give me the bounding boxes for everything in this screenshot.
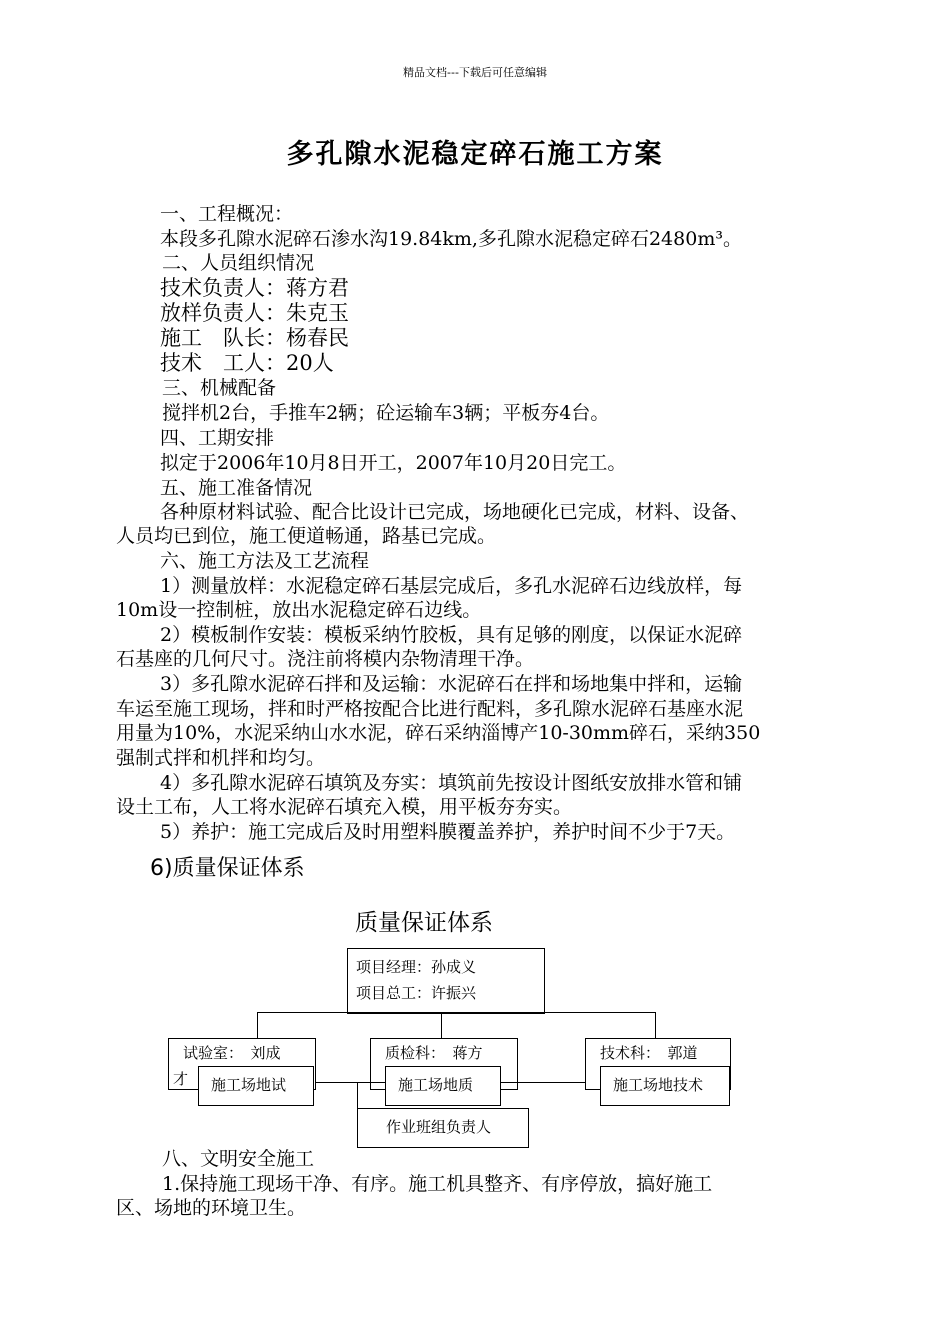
section-heading: 二、人员组织情况 [162, 252, 315, 274]
team-leader-label: 作业班组负责人 [386, 1118, 492, 1136]
connector-line [257, 1012, 258, 1038]
body-line: 人员均已到位，施工便道畅通，路基已完成。 [116, 525, 497, 547]
body-line: 区、场地的环境卫生。 [116, 1197, 307, 1219]
body-line: 用量为10%，水泥采纳山水水泥，碎石采纳淄博产10-30mm碎石，采纳350 [116, 722, 761, 744]
section-heading: 三、机械配备 [162, 377, 277, 399]
manager-label: 项目经理：孙成义 [356, 958, 477, 976]
lab-dept-label-overflow: 才 [173, 1070, 189, 1088]
team-leader-box [357, 1108, 529, 1148]
section-heading: 六、施工方法及工艺流程 [160, 550, 370, 572]
body-line: 搅拌机2台，手推车2辆；砼运输车3辆；平板夯4台。 [162, 402, 610, 424]
body-line: 拟定于2006年10月8日开工，2007年10月20日完工。 [160, 452, 627, 474]
body-line: 车运至施工现场，拌和时严格按配合比进行配料，多孔隙水泥碎石基座水泥 [116, 698, 744, 720]
body-line: 4）多孔隙水泥碎石填筑及夯实：填筑前先按设计图纸安放排水管和铺 [160, 772, 743, 794]
body-line: 施工 队长：杨春民 [160, 326, 349, 350]
body-line: 各种原材料试验、配合比设计已完成，场地硬化已完成，材料、设备、 [160, 501, 750, 523]
subsection-heading: 6)质量保证体系 [150, 856, 305, 881]
tech-dept-label: 技术科： 郭道 [600, 1044, 698, 1062]
body-line: 技术负责人：蒋方君 [160, 276, 349, 300]
body-line: 1.保持施工现场干净、有序。施工机具整齐、有序停放，搞好施工 [162, 1173, 713, 1195]
body-line: 1）测量放样：水泥稳定碎石基层完成后，多孔水泥碎石边线放样，每 [160, 575, 743, 597]
quality-dept-label: 质检科： 蒋方 [385, 1044, 483, 1062]
page-header: 精品文档---下载后可任意编辑 [403, 66, 547, 79]
connector-line [441, 1012, 442, 1038]
lab-dept-label: 试验室： 刘成 [183, 1044, 281, 1062]
site-lab-box [198, 1066, 314, 1106]
site-lab-label: 施工场地试 [211, 1076, 287, 1094]
body-line: 3）多孔隙水泥碎石拌和及运输：水泥碎石在拌和场地集中拌和，运输 [160, 673, 743, 695]
body-line: 10m设一控制桩，放出水泥稳定碎石边线。 [116, 599, 482, 621]
chief-engineer-label: 项目总工：许振兴 [356, 984, 477, 1002]
body-line: 强制式拌和机拌和均匀。 [116, 747, 326, 769]
body-line: 石基座的几何尺寸。浇注前将模内杂物清理干净。 [116, 648, 535, 670]
connector-line [257, 1012, 655, 1013]
connector-line [655, 1012, 656, 1038]
site-quality-box [385, 1066, 501, 1106]
body-line: 本段多孔隙水泥碎石渗水沟19.84km,多孔隙水泥稳定碎石2480m³。 [160, 228, 742, 250]
project-manager-box [347, 948, 545, 1014]
section-heading: 八、文明安全施工 [162, 1148, 315, 1170]
site-tech-box [600, 1066, 730, 1106]
site-quality-label: 施工场地质 [398, 1076, 474, 1094]
section-heading: 四、工期安排 [160, 427, 275, 449]
site-tech-label: 施工场地技术 [613, 1076, 704, 1094]
body-line: 5）养护：施工完成后及时用塑料膜覆盖养护，养护时间不少于7天。 [160, 821, 736, 843]
body-line: 设土工布，人工将水泥碎石填充入模，用平板夯夯实。 [116, 796, 573, 818]
section-heading: 五、施工准备情况 [160, 477, 313, 499]
body-line: 放样负责人：朱克玉 [160, 301, 349, 325]
connector-line [357, 1082, 358, 1110]
section-heading: 一、工程概况： [160, 203, 294, 225]
body-line: 2）模板制作安装：模板采纳竹胶板，具有足够的刚度，以保证水泥碎 [160, 624, 743, 646]
body-line: 技术 工人：20人 [160, 351, 334, 375]
diagram-title: 质量保证体系 [355, 910, 493, 936]
document-title: 多孔隙水泥稳定碎石施工方案 [286, 139, 664, 170]
